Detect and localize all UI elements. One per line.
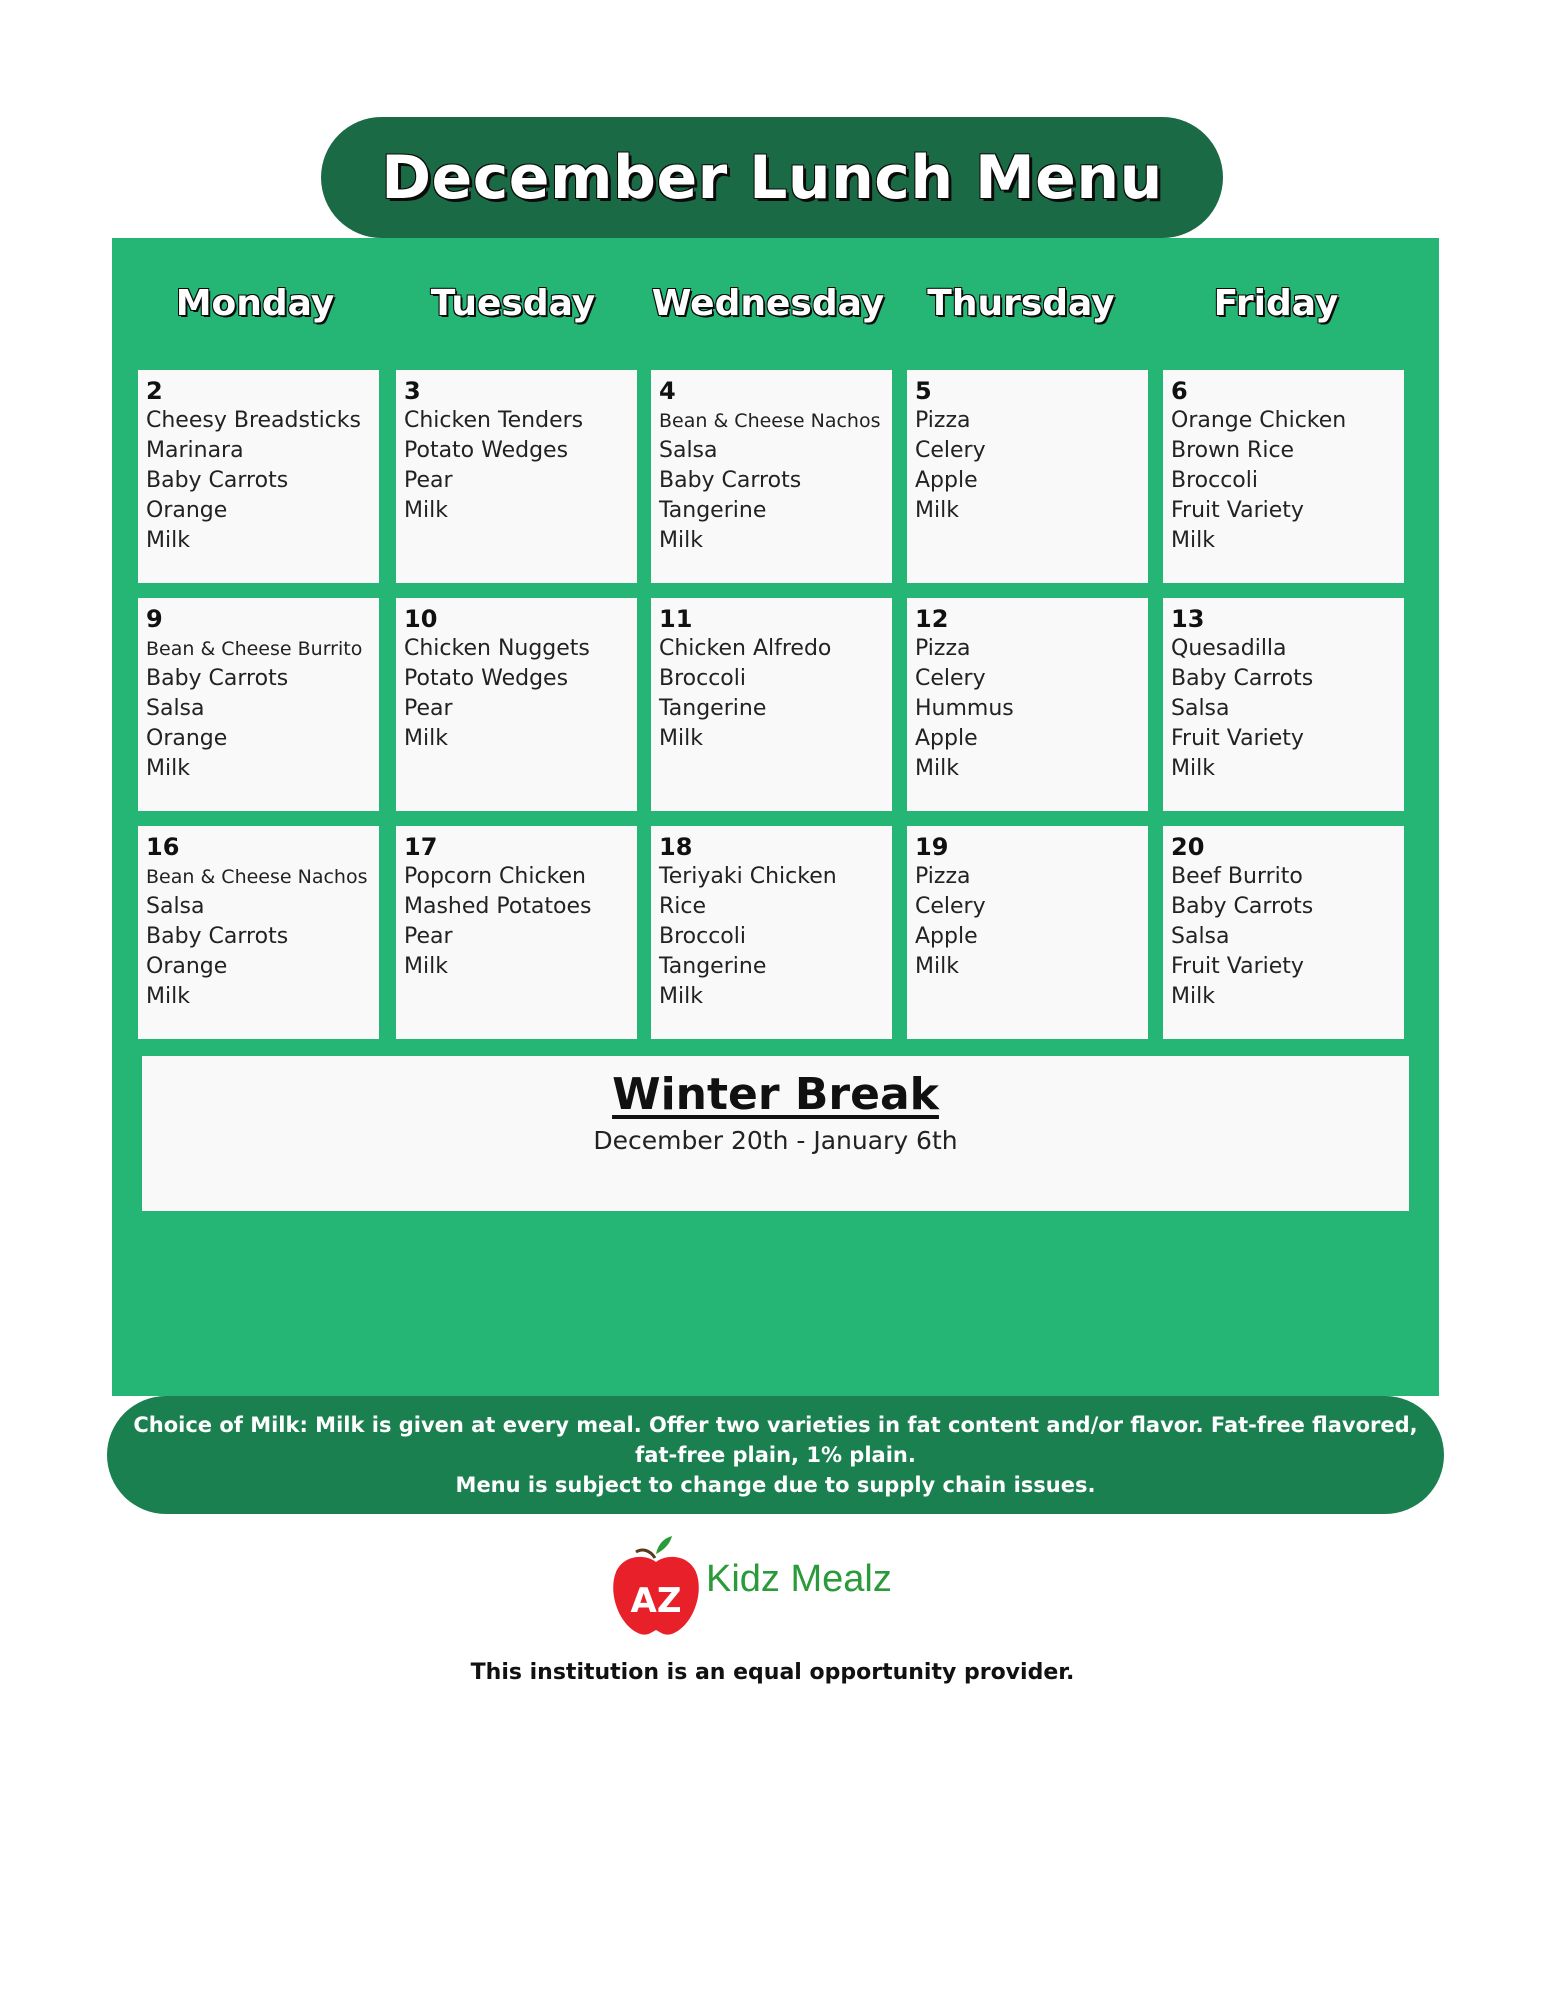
menu-item: Orange Chicken <box>1171 408 1347 433</box>
menu-date: 13 <box>1171 605 1205 633</box>
menu-date: 2 <box>146 377 163 405</box>
menu-item: Bean & Cheese Burrito <box>146 638 363 660</box>
menu-day-cell <box>907 598 1148 811</box>
menu-item: Chicken Alfredo <box>659 636 832 661</box>
menu-item: Beef Burrito <box>1171 864 1303 889</box>
menu-item: Apple <box>915 468 978 493</box>
menu-item: Potato Wedges <box>404 438 569 463</box>
menu-item: Baby Carrots <box>146 666 289 691</box>
menu-day-cell <box>907 826 1148 1039</box>
menu-item: Milk <box>146 756 190 781</box>
menu-item: Chicken Tenders <box>404 408 584 433</box>
menu-item: Baby Carrots <box>659 468 802 493</box>
menu-item: Baby Carrots <box>146 924 289 949</box>
menu-item: Quesadilla <box>1171 636 1287 661</box>
day-header-wednesday: Wednesday <box>651 283 885 324</box>
menu-item: Potato Wedges <box>404 666 569 691</box>
menu-item: Celery <box>915 894 986 919</box>
menu-item: Milk <box>659 726 703 751</box>
menu-item: Milk <box>404 498 448 523</box>
menu-item: Mashed Potatoes <box>404 894 592 919</box>
menu-item: Milk <box>146 984 190 1009</box>
menu-item: Broccoli <box>659 924 746 949</box>
menu-item: Milk <box>915 954 959 979</box>
menu-item: Baby Carrots <box>1171 666 1314 691</box>
menu-date: 18 <box>659 833 693 861</box>
menu-date: 11 <box>659 605 693 633</box>
winter-break-dates: December 20th - January 6th <box>593 1126 958 1155</box>
menu-day-cell <box>1163 598 1404 811</box>
menu-item: Rice <box>659 894 707 919</box>
menu-item: Celery <box>915 438 986 463</box>
menu-item: Salsa <box>659 438 718 463</box>
menu-item: Orange <box>146 954 228 979</box>
menu-day-cell <box>651 370 892 583</box>
winter-break-box <box>142 1056 1409 1211</box>
menu-item: Hummus <box>915 696 1014 721</box>
menu-item: Salsa <box>146 894 205 919</box>
menu-item: Tangerine <box>659 954 767 979</box>
menu-date: 6 <box>1171 377 1188 405</box>
menu-date: 20 <box>1171 833 1205 861</box>
menu-item: Baby Carrots <box>146 468 289 493</box>
menu-item: Cheesy Breadsticks <box>146 408 361 433</box>
menu-item: Chicken Nuggets <box>404 636 590 661</box>
menu-item: Orange <box>146 726 228 751</box>
menu-item: Milk <box>1171 756 1215 781</box>
menu-item: Marinara <box>146 438 244 463</box>
menu-day-cell <box>396 598 637 811</box>
menu-item: Salsa <box>146 696 205 721</box>
menu-item: Popcorn Chicken <box>404 864 587 889</box>
menu-day-cell <box>1163 826 1404 1039</box>
menu-item: Milk <box>659 984 703 1009</box>
menu-item: Tangerine <box>659 696 767 721</box>
menu-item: Apple <box>915 924 978 949</box>
milk-note-banner <box>107 1396 1444 1514</box>
menu-item: Pear <box>404 924 453 949</box>
menu-item: Salsa <box>1171 696 1230 721</box>
menu-date: 4 <box>659 377 676 405</box>
menu-item: Pear <box>404 468 453 493</box>
apple-icon <box>606 1532 706 1642</box>
day-header-thursday: Thursday <box>927 283 1115 324</box>
menu-date: 5 <box>915 377 932 405</box>
menu-item: Bean & Cheese Nachos <box>659 410 881 432</box>
menu-date: 3 <box>404 377 421 405</box>
day-header-tuesday: Tuesday <box>430 283 596 324</box>
menu-date: 16 <box>146 833 180 861</box>
menu-item: Milk <box>915 498 959 523</box>
menu-item: Orange <box>146 498 228 523</box>
menu-item: Milk <box>659 528 703 553</box>
milk-note-line: fat-free plain, 1% plain. <box>635 1443 916 1467</box>
menu-day-cell <box>138 370 379 583</box>
menu-item: Milk <box>1171 528 1215 553</box>
day-header-monday: Monday <box>175 283 335 324</box>
supply-note-line: Menu is subject to change due to supply chain issues. <box>455 1473 1096 1497</box>
menu-date: 19 <box>915 833 949 861</box>
menu-item: Fruit Variety <box>1171 498 1304 523</box>
menu-date: 9 <box>146 605 163 633</box>
menu-item: Tangerine <box>659 498 767 523</box>
menu-day-cell <box>138 826 379 1039</box>
menu-item: Celery <box>915 666 986 691</box>
equal-opportunity-statement: This institution is an equal opportunity provider. <box>470 1660 1075 1685</box>
menu-day-cell <box>138 598 379 811</box>
menu-item: Salsa <box>1171 924 1230 949</box>
menu-item: Apple <box>915 726 978 751</box>
menu-item: Fruit Variety <box>1171 726 1304 751</box>
menu-day-cell <box>651 826 892 1039</box>
menu-item: Pizza <box>915 408 971 433</box>
menu-item: Milk <box>915 756 959 781</box>
menu-item: Brown Rice <box>1171 438 1295 463</box>
menu-item: Fruit Variety <box>1171 954 1304 979</box>
menu-item: Pizza <box>915 864 971 889</box>
menu-date: 12 <box>915 605 949 633</box>
kidz-mealz-logo <box>606 1532 936 1642</box>
menu-day-cell <box>651 598 892 811</box>
menu-item: Milk <box>404 954 448 979</box>
menu-item: Baby Carrots <box>1171 894 1314 919</box>
menu-item: Pear <box>404 696 453 721</box>
menu-item: Bean & Cheese Nachos <box>146 866 368 888</box>
menu-day-cell <box>1163 370 1404 583</box>
brand-name: Kidz Mealz <box>706 1558 892 1600</box>
menu-date: 17 <box>404 833 438 861</box>
menu-date: 10 <box>404 605 438 633</box>
page-title: December Lunch Menu <box>381 142 1163 213</box>
logo-mark: AZ <box>630 1581 682 1621</box>
menu-day-cell <box>396 370 637 583</box>
menu-day-cell <box>907 370 1148 583</box>
day-header-friday: Friday <box>1213 283 1339 324</box>
menu-item: Milk <box>404 726 448 751</box>
milk-note-line: Choice of Milk: Milk is given at every meal. Offer two varieties in fat content and/or flavor. Fat-free flavored, <box>133 1413 1418 1437</box>
title-banner <box>321 117 1223 238</box>
menu-item: Milk <box>146 528 190 553</box>
menu-day-cell <box>396 826 637 1039</box>
menu-item: Broccoli <box>1171 468 1258 493</box>
menu-item: Broccoli <box>659 666 746 691</box>
menu-item: Milk <box>1171 984 1215 1009</box>
menu-item: Teriyaki Chicken <box>659 864 837 889</box>
menu-item: Pizza <box>915 636 971 661</box>
winter-break-title: Winter Break <box>612 1069 939 1120</box>
